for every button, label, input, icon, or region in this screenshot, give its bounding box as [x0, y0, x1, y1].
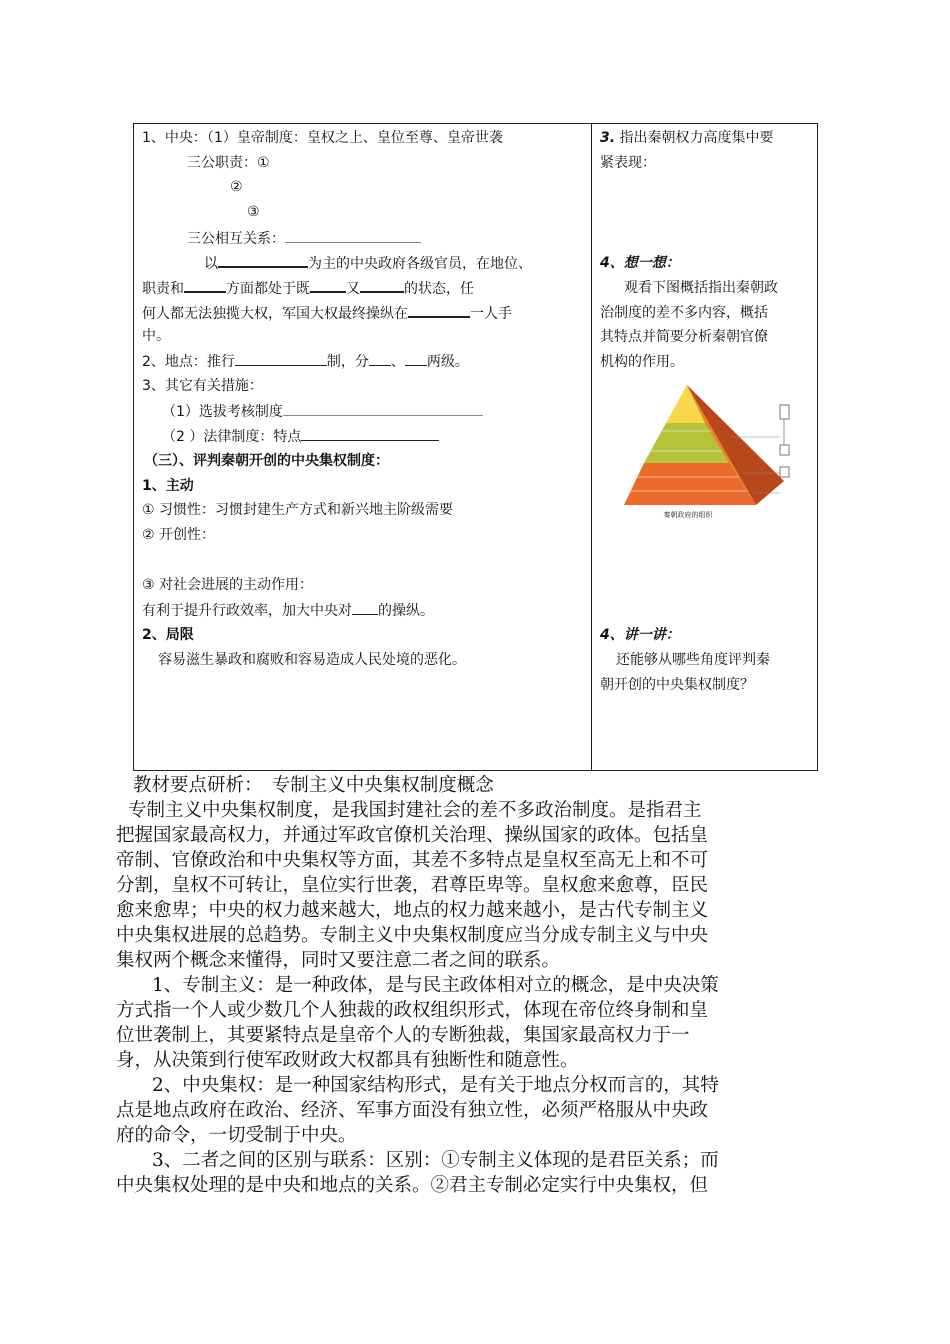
section-heading: （三）、评判秦朝开创的中央集权制度：: [144, 453, 389, 469]
talk-heading: 4、讲一讲：: [600, 627, 680, 643]
p1-line: 帝制、官僚政治和中央集权等方面，其差不多特点是皇权至高无上和不可: [116, 850, 709, 871]
legal-system: （2 ）法律制度：特点: [162, 424, 439, 450]
think-heading: 4、想一想：: [600, 255, 680, 271]
talk-text-1: 还能够从哪些角度评判秦: [616, 652, 770, 668]
limits-heading: 2、局限: [142, 627, 194, 643]
column-divider: [591, 124, 592, 770]
limits-text: 容易滋生暴政和腐败和容易造成人民处境的恶化。: [158, 652, 466, 668]
p3-line: 点是地点政府在政治、经济、军事方面没有独立性，必须严格服从中央政: [116, 1100, 709, 1121]
p2-line: 身，从决策到行使军政财政大权都具有独断性和随意性。: [116, 1050, 579, 1071]
worksheet-table: [133, 123, 818, 771]
fill-line-4: 中。: [142, 328, 170, 344]
three-lords-duty-2: ②: [230, 179, 243, 195]
positive-effect: ③ 对社会进展的主动作用：: [142, 577, 314, 593]
other-measures: 3、其它有关措施：: [142, 378, 263, 394]
fill-line-3: 何人都无法独揽大权，军国大权最终操纵在 一人手: [142, 300, 512, 327]
paragraph-2: [116, 973, 836, 1073]
talk-text-2: 朝开创的中央集权制度？: [600, 677, 754, 693]
q3-line: 3. 指出秦朝权力高度集中要: [600, 130, 774, 146]
p3-line: 府的命令，一切受制于中央。: [116, 1125, 357, 1146]
three-lords-duty-1: 三公职责：①: [187, 155, 270, 171]
p2-line: 方式指一个人或少数几个人独裁的政权组织形式，体现在帝位终身制和皇: [116, 1000, 709, 1021]
p1-line: 集权两个概念来懂得，同时又要注意二者之间的联系。: [116, 950, 561, 971]
p2-line: 位世袭制上，其要紧特点是皇帝个人的专断独裁，集国家最高权力于一: [116, 1025, 690, 1046]
p1-line: 中央集权进展的总趋势。专制主义中央集权制度应当分成专制主义与中央: [116, 925, 709, 946]
efficiency-line: 有利于提升行政效率，加大中央对 的操纵。: [142, 598, 434, 624]
central-line: 1、中央：（1）皇帝制度：皇权之上、皇位至尊、皇帝世袭: [142, 130, 503, 146]
p2-line: 1、专制主义：是一种政体，是与民主政体相对立的概念，是中央决策: [152, 975, 719, 996]
p1-line: 分割，皇权不可转让，皇位实行世袭，君尊臣卑等。皇权愈来愈尊，臣民: [116, 875, 709, 896]
three-lords-relation: 三公相互关系：: [187, 226, 421, 252]
fill-line-2: 职责和 方面都处于既 又 的状态，任: [142, 275, 474, 302]
think-text-4: 机构的作用。: [600, 354, 684, 370]
think-text-2: 治制度的差不多内容，概括: [600, 305, 768, 321]
positive-heading: 1、主动: [142, 478, 194, 494]
three-lords-duty-3: ③: [247, 204, 260, 220]
originality: ② 开创性：: [142, 527, 216, 543]
p1-line: 把握国家最高权力，并通过军政官僚机关治理、操纵国家的政体。包括皇: [116, 825, 709, 846]
analysis-heading: 教材要点研析： 专制主义中央集权制度概念: [133, 775, 494, 796]
p1-line: 专制主义中央集权制度，是我国封建社会的差不多政治制度。是指君主: [128, 800, 702, 821]
p4-line: 中央集权处理的是中央和地点的关系。②君主专制必定实行中央集权，但: [116, 1175, 709, 1196]
paragraph-4: [116, 1148, 836, 1198]
paragraph-1: [116, 798, 836, 973]
adaptability: ① 习惯性：习惯封建生产方式和新兴地主阶级需要: [142, 502, 453, 518]
p3-line: 2、中央集权：是一种国家结构形式，是有关于地点分权而言的，其特: [152, 1075, 719, 1096]
think-text-1: 观看下图概括指出秦朝政: [624, 280, 778, 296]
fill-line-1: 以 为主的中央政府各级官员，在地位、: [204, 250, 532, 277]
think-text-3: 其特点并简要分析秦朝官僚: [600, 329, 768, 345]
q3-line-2: 紧表现：: [600, 155, 656, 171]
figure-caption: 秦朝政府的组织: [663, 511, 713, 519]
p4-line: 3、二者之间的区别与联系：区别：①专制主义体现的是君臣关系；而: [152, 1150, 719, 1171]
qin-government-pyramid-figure: [604, 377, 804, 523]
local-line: 2、地点：推行 制，分 、 两级。: [142, 349, 469, 375]
selection-system: （1）选拔考核制度: [162, 399, 483, 425]
p1-line: 愈来愈卑；中央的权力越来越大，地点的权力越来越小，是古代专制主义: [116, 900, 709, 921]
paragraph-3: [116, 1073, 836, 1148]
